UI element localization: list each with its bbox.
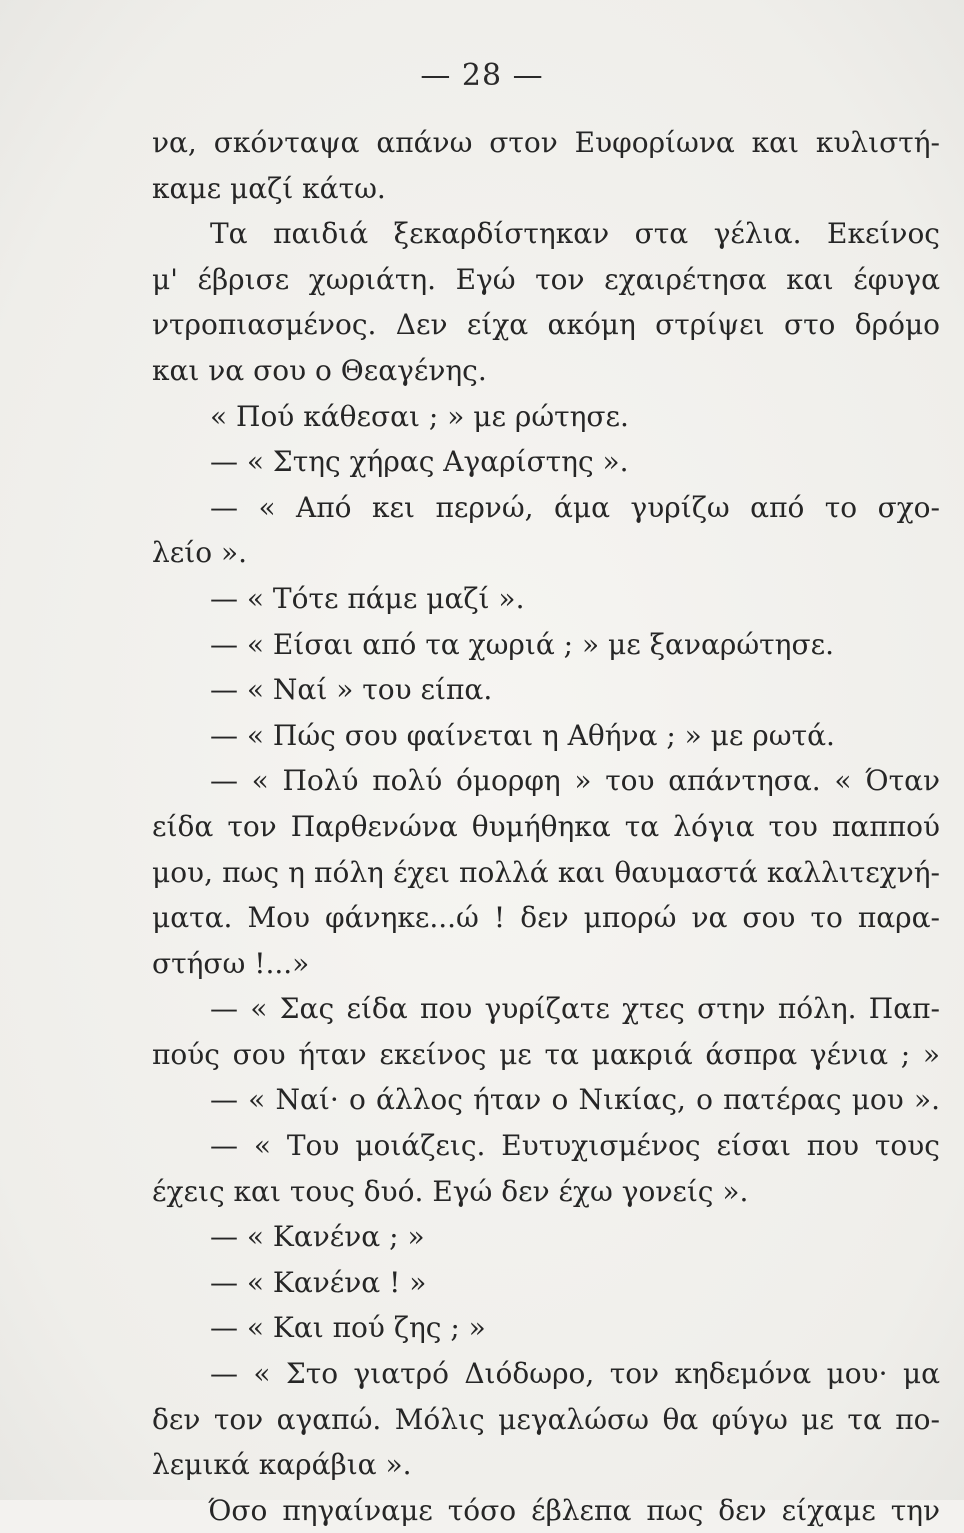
- text-line: — « Στο γιατρό Διόδωρο, τον κηδεμόνα μου· μα: [210, 1357, 940, 1391]
- text-line: να, σκόνταψα απάνω στον Ευφορίωνα και κυλιστή-: [152, 126, 940, 159]
- text-line: — « Κανένα ! »: [210, 1265, 427, 1299]
- text-line: πούς σου ήταν εκείνος με τα μακριά άσπρα γένια ; »: [152, 1037, 940, 1071]
- body-text: [152, 120, 940, 1533]
- text-line: — « Πώς σου φαίνεται η Αθήνα ; » με ρωτά.: [210, 718, 835, 752]
- text-line: — « Κανένα ; »: [210, 1220, 425, 1254]
- text-line: — « Από κει περνώ, άμα γυρίζω από το σχο-: [210, 490, 940, 524]
- text-line: καμε μαζί κάτω.: [152, 171, 386, 205]
- text-line: λεμικά καράβια ».: [152, 1448, 412, 1482]
- text-line: « Πού κάθεσαι ; » με ρώτησε.: [210, 399, 629, 433]
- text-line: Όσο πηγαίναμε τόσο έβλεπα πως δεν είχαμε την: [208, 1493, 940, 1527]
- text-line: μ' έβρισε χωριάτη. Εγώ τον εχαιρέτησα και έφυγα: [152, 262, 940, 296]
- text-line: Τα παιδιά ξεκαρδίστηκαν στα γέλια. Εκείνος: [210, 217, 940, 251]
- text-line: έχεις και τους δυό. Εγώ δεν έχω γονείς ».: [152, 1174, 749, 1208]
- text-line: ματα. Μου φάνηκε...ώ ! δεν μπορώ να σου το παρα-: [152, 901, 940, 935]
- text-line: στήσω !...»: [152, 946, 310, 980]
- text-line: — « Ναί » του είπα.: [210, 673, 493, 707]
- text-line: δεν τον αγαπώ. Μόλις μεγαλώσω θα φύγω με τα πο-: [152, 1402, 940, 1436]
- text-line: και να σου ο Θεαγένης.: [152, 353, 487, 387]
- text-line: — « Πολύ πολύ όμορφη » του απάντησα. « Όταν: [210, 764, 940, 798]
- text-line: — « Ναί· ο άλλος ήταν ο Νικίας, ο πατέρας μου ».: [210, 1083, 940, 1117]
- page-number: — 28 —: [420, 58, 544, 93]
- text-line: — « Και πού ζης ; »: [210, 1311, 486, 1345]
- text-line: — « Τότε πάμε μαζί ».: [210, 581, 525, 615]
- text-line: — « Του μοιάζεις. Ευτυχισμένος είσαι που τους: [210, 1129, 940, 1163]
- text-line: — « Είσαι από τα χωριά ; » με ξαναρώτησε.: [210, 627, 834, 661]
- text-line: — « Στης χήρας Αγαρίστης ».: [210, 445, 629, 479]
- text-line: λείο ».: [152, 536, 248, 570]
- text-line: — « Σας είδα που γυρίζατε χτες στην πόλη. Παπ-: [210, 992, 940, 1026]
- text-line: ντροπιασμένος. Δεν είχα ακόμη στρίψει στο δρόμο: [152, 308, 940, 342]
- text-line: μου, πως η πόλη έχει πολλά και θαυμαστά καλλιτεχνή-: [152, 855, 940, 889]
- text-line: είδα τον Παρθενώνα θυμήθηκα τα λόγια του παππού: [152, 809, 940, 843]
